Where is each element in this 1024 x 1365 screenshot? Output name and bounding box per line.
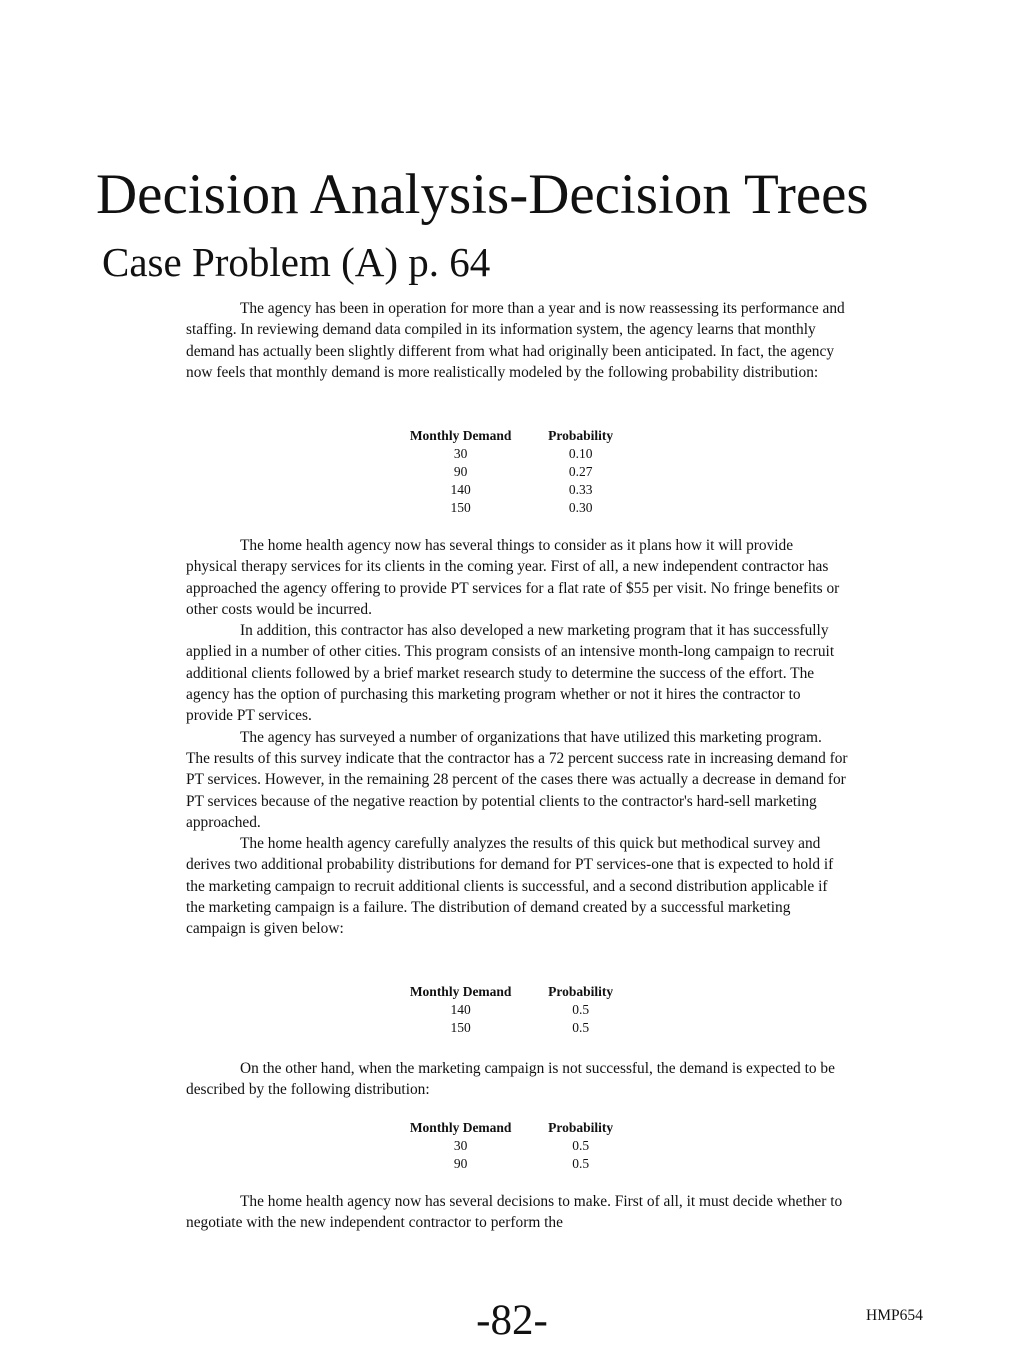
table-row — [390, 463, 630, 481]
probability-cell: 0.10 — [568, 446, 593, 461]
table-row — [390, 499, 630, 517]
probability-cell: 0.5 — [572, 1138, 590, 1153]
table-row — [390, 481, 630, 499]
header-monthly-demand: Monthly Demand — [409, 1120, 512, 1135]
after-success-section — [186, 1058, 848, 1101]
demand-cell: 90 — [453, 1156, 468, 1171]
demand-cell: 140 — [450, 1002, 471, 1017]
header-monthly-demand: Monthly Demand — [409, 428, 512, 443]
demand-table-base — [390, 427, 630, 517]
page-number: -82- — [476, 1297, 548, 1344]
probability-cell: 0.5 — [572, 1020, 590, 1035]
header-probability: Probability — [548, 1120, 614, 1135]
demand-cell: 150 — [450, 1020, 471, 1035]
closing-section — [186, 1191, 848, 1234]
demand-cell: 30 — [453, 446, 468, 461]
table-row — [390, 1001, 630, 1019]
course-code: HMP654 — [866, 1307, 923, 1324]
intro-section — [186, 298, 848, 383]
page-title: Decision Analysis-Decision Trees — [96, 163, 869, 226]
demand-cell: 30 — [453, 1138, 468, 1153]
table-row — [390, 1137, 630, 1155]
table-row — [390, 1155, 630, 1173]
header-monthly-demand: Monthly Demand — [409, 984, 512, 999]
page-subtitle: Case Problem (A) p. 64 — [102, 239, 491, 285]
paragraph: The agency has surveyed a number of organizations that have utilized this marketing program. The results of this survey indicate that the contractor has a 72 percent success rate in increasing demand for PT services. However, in the remaining 28 percent of the cases there was actually a decrease in demand for PT services because of the negative reaction by potential clients to the contractor's hard-sell marketing approached. — [186, 728, 848, 831]
demand-table-failure — [390, 1119, 630, 1173]
table-header-row — [390, 427, 630, 445]
demand-cell: 150 — [450, 500, 471, 515]
table-header-row — [390, 983, 630, 1001]
header-probability: Probability — [548, 984, 614, 999]
probability-cell: 0.30 — [568, 500, 593, 515]
probability-cell: 0.27 — [568, 464, 593, 479]
paragraph: The home health agency now has several things to consider as it plans how it will provide physical therapy services for its clients in the coming year. First of all, a new independent contractor has approached the agency offering to provide PT services for a flat rate of $55 per visit. No fringe benefits or other costs would be incurred. — [186, 537, 840, 618]
paragraph: The agency has been in operation for more than a year and is now reassessing its performance and staffing. In reviewing demand data compiled in its information system, the agency learns that monthly demand has actually been slightly different from what had originally been anticipated. In fact, the agency now feels that monthly demand is more realistically modeled by the following probability distribution: — [186, 300, 845, 381]
paragraph: The home health agency now has several decisions to make. First of all, it must decide whether to negotiate with the new independent contractor to perform the — [186, 1193, 843, 1232]
demand-cell: 140 — [450, 482, 471, 497]
header-probability: Probability — [548, 428, 614, 443]
probability-cell: 0.5 — [572, 1156, 590, 1171]
middle-section — [186, 535, 848, 940]
probability-cell: 0.5 — [572, 1002, 590, 1017]
table-header-row — [390, 1119, 630, 1137]
paragraph: The home health agency carefully analyzes the results of this quick but methodical survey and derives two additional probability distributions for demand for PT services-one that is expected to hold if the marketing campaign to recruit additional clients is successful, and a second distribution applicable if the marketing campaign is a failure. The distribution of demand created by a successful marketing campaign is given below: — [186, 835, 834, 938]
table-row — [390, 1019, 630, 1037]
demand-cell: 90 — [453, 464, 468, 479]
paragraph: In addition, this contractor has also developed a new marketing program that it has successfully applied in a number of other cities. This program consists of an intensive month-long campaign to recruit additional clients followed by a brief market research study to determine the success of the effort. The agency has the option of purchasing this marketing program whether or not it hires the contractor to provide PT services. — [186, 622, 835, 725]
table-row — [390, 445, 630, 463]
probability-cell: 0.33 — [568, 482, 593, 497]
paragraph: On the other hand, when the marketing campaign is not successful, the demand is expected to be described by the following distribution: — [186, 1060, 835, 1099]
demand-table-success — [390, 983, 630, 1037]
